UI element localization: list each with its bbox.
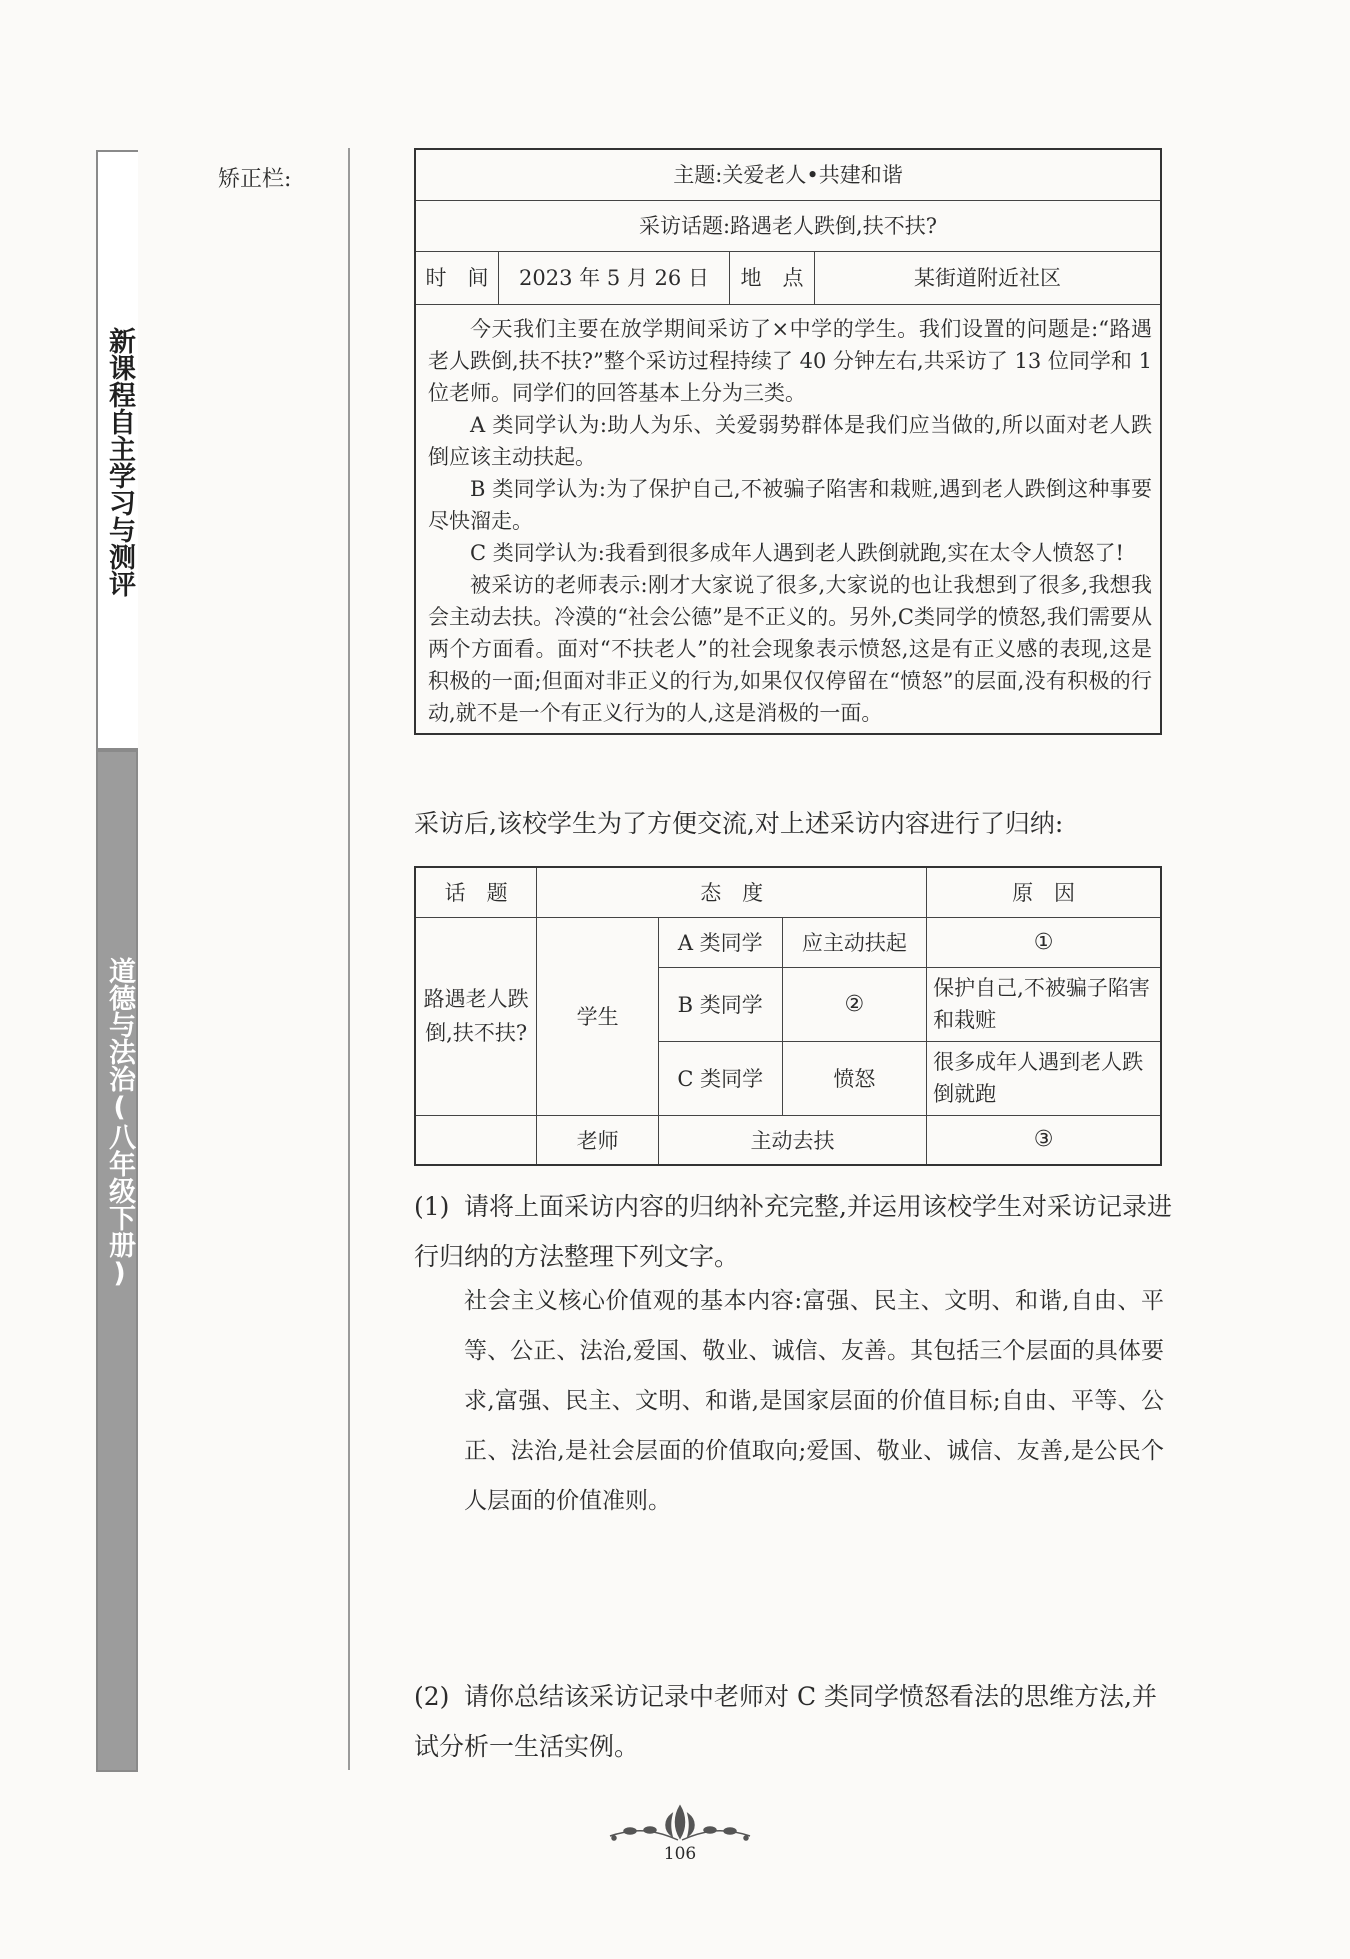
header-topic: 话 题 xyxy=(415,867,537,917)
students-cell: 学生 xyxy=(537,917,659,1115)
record-paragraph: C 类同学认为:我看到很多成年人遇到老人跌倒就跑,实在太令人愤怒了! xyxy=(470,541,1124,565)
question-2-number: (2) xyxy=(414,1682,450,1711)
a-reason-blank: ① xyxy=(927,917,1161,967)
time-label: 时 间 xyxy=(416,252,499,304)
question-1-material: 社会主义核心价值观的基本内容:富强、民主、文明、和谐,自由、平等、公正、法治,爱国、敬业、诚信、友善。其包括三个层面的具体要求,富强、民主、文明、和谐,是国家层面的价值目标;自由、平等、公正、法治,是社会层面的价值取向;爱国、敬业、诚信、友善,是公民个人层面的价值准则。 xyxy=(464,1288,1164,1514)
question-1 xyxy=(414,1182,1174,1282)
header-reason: 原 因 xyxy=(927,867,1161,917)
floral-ornament-icon xyxy=(600,1802,760,1846)
c-group: C 类同学 xyxy=(658,1041,782,1115)
header-attitude: 态 度 xyxy=(537,867,927,917)
question-2 xyxy=(414,1672,1174,1772)
place-label: 地 点 xyxy=(730,252,815,304)
interview-record-table xyxy=(414,148,1162,735)
summary-table xyxy=(414,866,1162,1166)
record-paragraph: 今天我们主要在放学期间采访了×中学的学生。我们设置的问题是:“路遇老人跌倒,扶不扶?”整个采访过程持续了 40 分钟左右,共采访了 13 位同学和 1 位老师。同学们的回答基本上分为三类。 xyxy=(428,317,1152,405)
summary-intro: 采访后,该校学生为了方便交流,对上述采访内容进行了归纳: xyxy=(414,809,1064,838)
record-paragraph: A 类同学认为:助人为乐、关爱弱势群体是我们应当做的,所以面对老人跌倒应该主动扶起。 xyxy=(428,413,1152,469)
teacher-reason-blank: ③ xyxy=(927,1115,1161,1165)
record-theme: 主题:关爱老人•共建和谐 xyxy=(416,150,1160,201)
c-reason: 很多成年人遇到老人跌倒就跑 xyxy=(927,1041,1161,1115)
summary-topic: 路遇老人跌倒,扶不扶? xyxy=(415,917,537,1115)
correction-label: 矫正栏: xyxy=(218,167,292,192)
subject-band xyxy=(96,750,138,1772)
page-number: 106 xyxy=(663,1844,697,1864)
a-group: A 类同学 xyxy=(658,917,782,967)
question-1-number: (1) xyxy=(414,1192,450,1221)
record-body xyxy=(416,305,1160,733)
record-topic: 采访话题:路遇老人跌倒,扶不扶? xyxy=(416,201,1160,252)
series-band xyxy=(96,150,138,750)
b-attitude-blank: ② xyxy=(782,967,927,1041)
a-attitude: 应主动扶起 xyxy=(782,917,927,967)
place-value: 某街道附近社区 xyxy=(914,266,1061,290)
record-info-row xyxy=(416,252,1160,305)
side-band xyxy=(96,150,138,1772)
question-2-text: 请你总结该采访记录中老师对 C 类同学愤怒看法的思维方法,并试分析一生活实例。 xyxy=(414,1682,1157,1761)
series-title: 新课程自主学习与测评 xyxy=(104,327,135,597)
b-group: B 类同学 xyxy=(658,967,782,1041)
record-paragraph: 被采访的老师表示:刚才大家说了很多,大家说的也让我想到了很多,我想我会主动去扶。冷漠的“社会公德”是不正义的。另外,C类同学的愤怒,我们需要从两个方面看。面对“不扶老人”的社会现象表示愤怒,这是有正义感的表现,这是积极的一面;但面对非正义的行为,如果仅仅停留在“愤怒”的层面,没有积极的行动,就不是一个有正义行为的人,这是消极的一面。 xyxy=(428,573,1152,725)
empty-cell xyxy=(415,1115,537,1165)
subject-title: 道德与法治(八年级下册) xyxy=(104,957,135,1289)
time-value: 2023 年 5 月 26 日 xyxy=(499,252,730,304)
teacher-attitude: 主动去扶 xyxy=(658,1115,926,1165)
c-attitude: 愤怒 xyxy=(782,1041,927,1115)
record-paragraph: B 类同学认为:为了保护自己,不被骗子陷害和栽赃,遇到老人跌倒这种事要尽快溜走。 xyxy=(428,477,1152,533)
b-reason: 保护自己,不被骗子陷害和栽赃 xyxy=(927,967,1161,1041)
teacher-cell: 老师 xyxy=(537,1115,659,1165)
correction-divider xyxy=(348,148,350,1770)
question-1-text: 请将上面采访内容的归纳补充完整,并运用该校学生对采访记录进行归纳的方法整理下列文字。 xyxy=(414,1192,1172,1271)
